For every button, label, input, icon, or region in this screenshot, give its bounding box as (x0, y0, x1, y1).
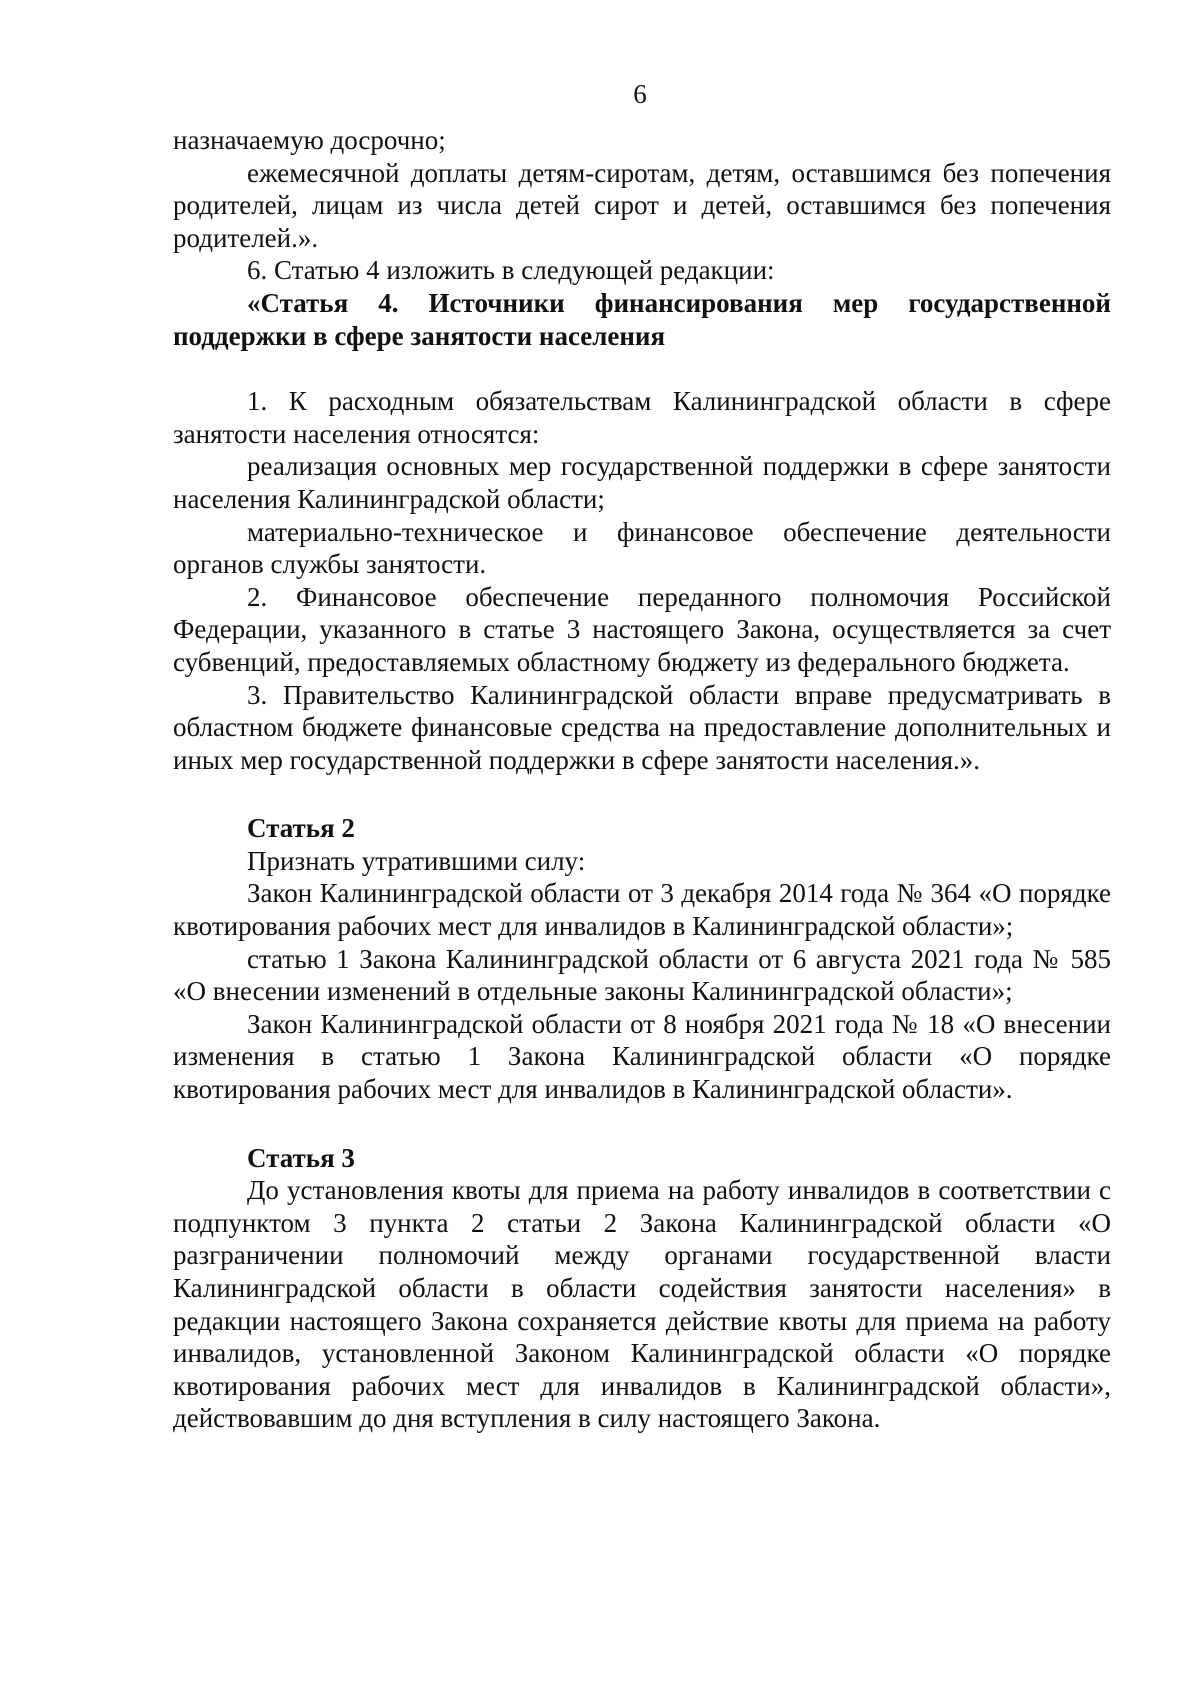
document-body (173, 124, 1111, 1435)
page-number: 6 (633, 79, 647, 109)
paragraph: Признать утратившими силу: (247, 845, 586, 876)
paragraph: реализация основных мер государственной поддержки в сфере занятости населения Калининградской области; (173, 451, 1111, 514)
article-4-heading: «Статья 4. Источники финансирования мер государственной поддержки в сфере занятости населения (173, 287, 1111, 351)
paragraph: Закон Калининградской области от 8 ноября 2021 года № 18 «О внесении изменения в статью 1 Закона Калининградской области «О порядке квотирования рабочих мест для инвалидов в Калининградской области». (173, 1008, 1111, 1105)
paragraph: ежемесячной доплаты детям-сиротам, детям, оставшимся без попечения родителей, лицам из числа детей сирот и детей, оставшимся без попечения родителей.». (173, 157, 1111, 253)
paragraph: статью 1 Закона Калининградской области от 6 августа 2021 года № 585 «О внесении изменений в отдельные законы Калининградской области»; (173, 943, 1111, 1007)
paragraph: назначаемую досрочно; (173, 125, 446, 155)
spacer (173, 352, 1111, 385)
paragraph: материально-техническое и финансовое обеспечение деятельности органов службы занятости. (173, 516, 1111, 580)
article-3-heading: Статья 3 (247, 1142, 355, 1173)
spacer (173, 1106, 1111, 1142)
paragraph: Закон Калининградской области от 3 декабря 2014 года № 364 «О порядке квотирования рабочих мест для инвалидов в Калининградской области»; (173, 878, 1111, 942)
paragraph: До установления квоты для приема на работу инвалидов в соответствии с подпунктом 3 пункта 2 статьи 2 Закона Калининградской области «О разграничении полномочий между органами государственной власти Калининградской области в области содействия занятости населения» в редакции настоящего Закона сохраняется действие квоты для приема на работу инвалидов, установленной Законом Калининградской области «О порядке квотирования рабочих мест для инвалидов в Калининградской области», действовавшим до дня вступления в силу настоящего Закона. (173, 1175, 1111, 1434)
paragraph: 6. Статью 4 изложить в следующей редакции: (247, 255, 775, 286)
article-2-heading: Статья 2 (247, 813, 355, 844)
paragraph: 1. К расходным обязательствам Калининградской области в сфере занятости населения относятся: (173, 386, 1111, 449)
spacer (173, 776, 1111, 812)
paragraph: 2. Финансовое обеспечение переданного полномочия Российской Федерации, указанного в статье 3 настоящего Закона, осуществляется за счет субвенций, предоставляемых областному бюджету из федерального бюджета. (173, 581, 1111, 677)
paragraph: 3. Правительство Калининградской области вправе предусматривать в областном бюджете финансовые средства на предоставление дополнительных и иных мер государственной поддержки в сфере занятости населения.». (173, 679, 1111, 775)
